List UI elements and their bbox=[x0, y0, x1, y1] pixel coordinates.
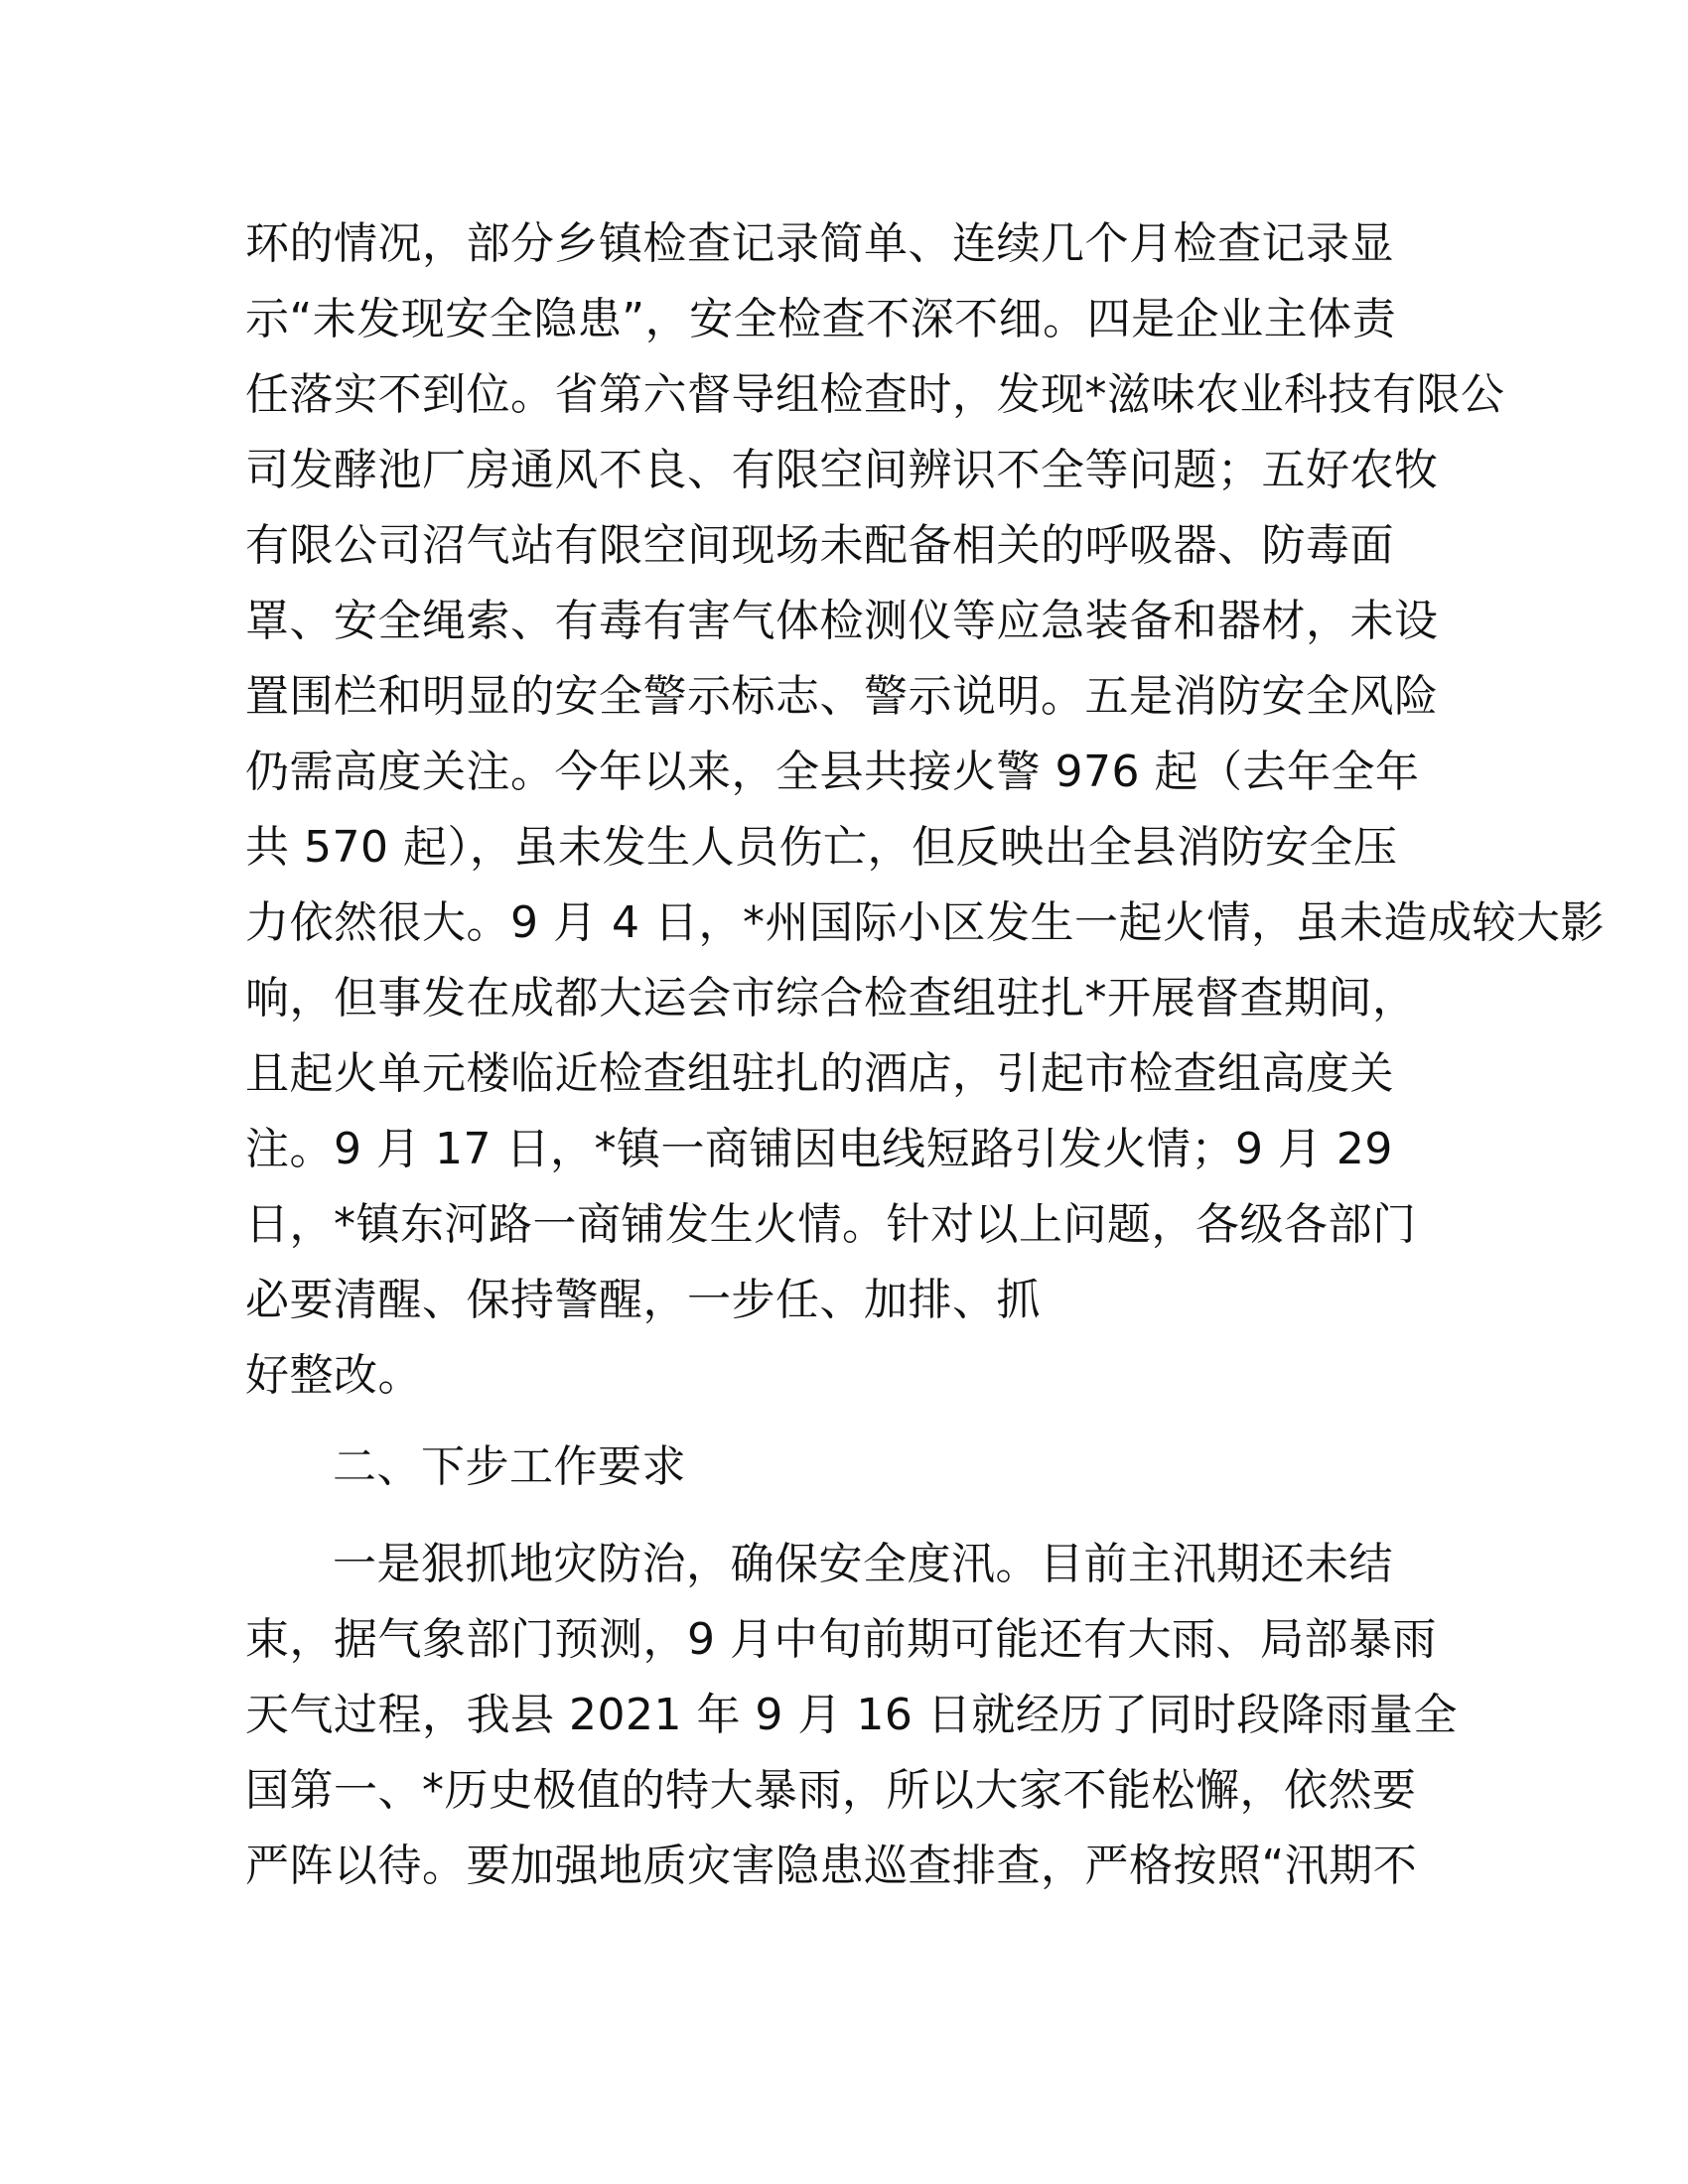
section-heading: 二、下步工作要求 bbox=[333, 1441, 686, 1492]
body-text-line: 示“未发现安全隐患”，安全检查不深不细。四是企业主体责 bbox=[245, 294, 1397, 344]
body-text-line: 一是狠抓地灾防治，确保安全度汛。目前主汛期还未结 bbox=[333, 1539, 1393, 1589]
body-text-line: 任落实不到位。省第六督导组检查时，发现*滋味农业科技有限公 bbox=[245, 369, 1505, 420]
body-text-line: 束，据气象部门预测，9 月中旬前期可能还有大雨、局部暴雨 bbox=[245, 1614, 1437, 1665]
body-text-line: 注。9 月 17 日，*镇一商铺因电线短路引发火情；9 月 29 bbox=[245, 1124, 1393, 1174]
body-text-line: 仍需高度关注。今年以来，全县共接火警 976 起（去年全年 bbox=[245, 747, 1420, 797]
body-text-line: 好整改。 bbox=[245, 1350, 422, 1401]
body-text-line: 司发酵池厂房通风不良、有限空间辨识不全等问题；五好农牧 bbox=[245, 445, 1439, 495]
body-text-line: 环的情况，部分乡镇检查记录简单、连续几个月检查记录显 bbox=[245, 218, 1394, 269]
body-text-line: 严阵以待。要加强地质灾害隐患巡查排查，严格按照“汛期不 bbox=[245, 1841, 1418, 1891]
body-text-line: 必要清醒、保持警醒，一步任、加排、抓 bbox=[245, 1275, 1041, 1325]
body-text-line: 力依然很大。9 月 4 日，*州国际小区发生一起火情，虽未造成较大影 bbox=[245, 897, 1605, 948]
body-text-line: 响，但事发在成都大运会市综合检查组驻扎*开展督查期间， bbox=[245, 973, 1417, 1024]
body-text-line: 日，*镇东河路一商铺发生火情。针对以上问题，各级各部门 bbox=[245, 1199, 1417, 1250]
body-text-line: 且起火单元楼临近检查组驻扎的酒店，引起市检查组高度关 bbox=[245, 1048, 1394, 1099]
body-text-line: 置围栏和明显的安全警示标志、警示说明。五是消防安全风险 bbox=[245, 671, 1439, 722]
body-text-line: 共 570 起），虽未发生人员伤亡，但反映出全县消防安全压 bbox=[245, 822, 1398, 873]
body-text-line: 有限公司沼气站有限空间现场未配备相关的呼吸器、防毒面 bbox=[245, 520, 1394, 571]
body-text-line: 国第一、*历史极值的特大暴雨，所以大家不能松懈，依然要 bbox=[245, 1765, 1417, 1816]
body-text-line: 罩、安全绳索、有毒有害气体检测仪等应急装备和器材，未设 bbox=[245, 596, 1439, 646]
body-text-line: 天气过程，我县 2021 年 9 月 16 日就经历了同时段降雨量全 bbox=[245, 1690, 1458, 1740]
